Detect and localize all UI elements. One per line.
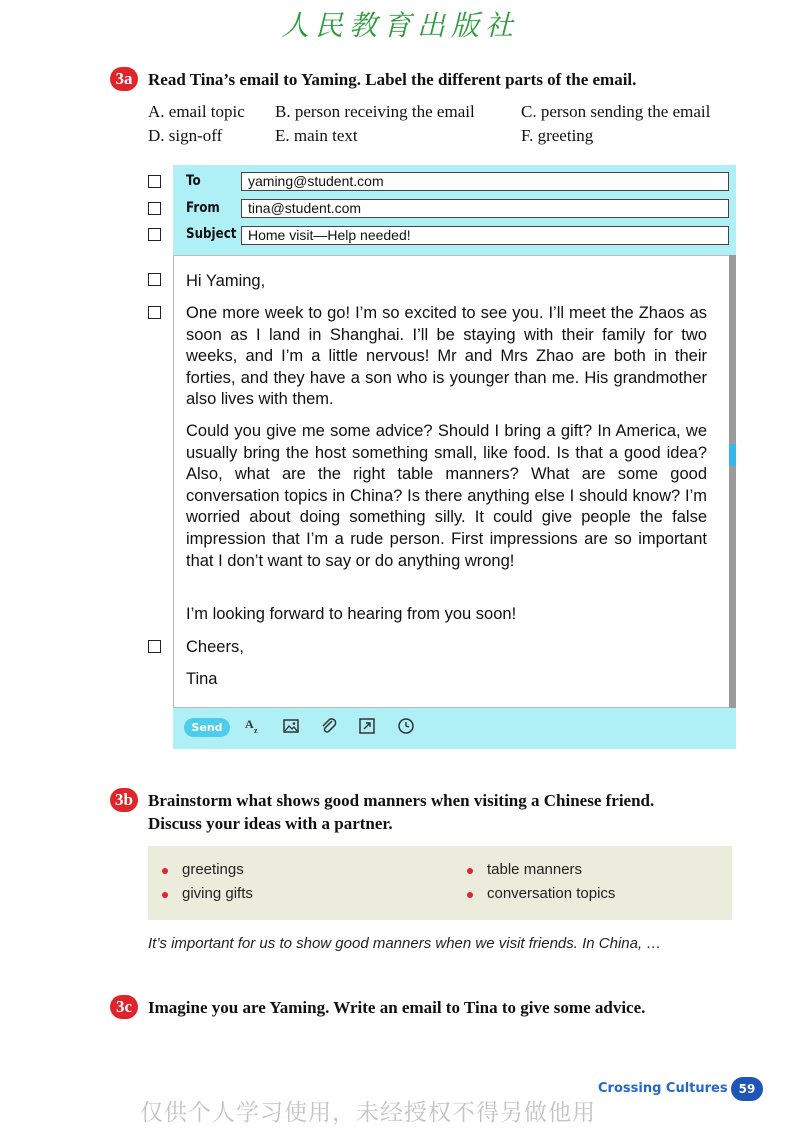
label-checkbox-from[interactable] xyxy=(148,202,161,215)
email-paragraph-2: Could you give me some advice? Should I bring a gift? In America, we usually bring the host something small, like food. Is that a good idea? Also, what are the right table manners? What are some good conversation topics in China? Is there anything else I should know? I’m worried about doing something silly. It could give people the false impression that I’m a rude person. First impressions are so important that I don’t want to say or do anything wrong! xyxy=(186,422,707,570)
email-scrollbar[interactable] xyxy=(729,255,736,708)
activity-3a-badge: 3a xyxy=(110,67,138,91)
label-checkbox-subject[interactable] xyxy=(148,228,161,241)
bullet-dot xyxy=(467,868,473,874)
brainstorm-box xyxy=(148,846,732,920)
publisher-logo: 人民教育出版社 xyxy=(280,9,519,42)
from-field[interactable]: tina@student.com xyxy=(241,199,729,218)
link-icon[interactable] xyxy=(357,716,377,736)
activity-3b-instruction-line2: Discuss your ideas with a partner. xyxy=(148,814,393,833)
brainstorm-item-conversation-topics: conversation topics xyxy=(487,885,616,902)
label-checkbox-main-text[interactable] xyxy=(148,306,161,319)
image-icon[interactable] xyxy=(281,716,301,736)
email-scrollbar-thumb[interactable] xyxy=(729,444,736,466)
svg-text:z: z xyxy=(254,726,258,735)
brainstorm-item-greetings: greetings xyxy=(182,861,244,878)
activity-3b-badge: 3b xyxy=(110,788,138,812)
label-checkbox-signoff[interactable] xyxy=(148,640,161,653)
email-signature: Tina xyxy=(186,670,218,688)
activity-3a-instruction: Read Tina’s email to Yaming. Label the different parts of the email. xyxy=(148,70,637,89)
option-f: F. greeting xyxy=(521,126,594,145)
subject-field[interactable]: Home visit—Help needed! xyxy=(241,226,729,245)
unit-title: Crossing Cultures xyxy=(598,1081,728,1096)
activity-3b-instruction-line1: Brainstorm what shows good manners when visiting a Chinese friend. xyxy=(148,791,655,810)
watermark: 仅供个人学习使用，未经授权不得另做他用 xyxy=(140,1100,596,1126)
bullet-dot xyxy=(162,892,168,898)
clock-icon[interactable] xyxy=(396,716,416,736)
attachment-icon[interactable] xyxy=(319,716,339,736)
font-size-icon[interactable] xyxy=(243,716,263,736)
email-paragraph-1: One more week to go! I’m so excited to see you. I’ll meet the Zhaos as soon as I land in Shanghai. I’ll be staying with their family for two weeks, and I’m a little nervous! Mr and Mrs Zhao are both in their forties, and they have a son who is younger than me. His grandmother also lives with them. xyxy=(186,304,707,409)
to-label: To xyxy=(186,173,201,189)
svg-text:A: A xyxy=(245,717,254,731)
activity-3c-instruction: Imagine you are Yaming. Write an email to Tina to give some advice. xyxy=(148,998,646,1017)
send-button[interactable]: Send xyxy=(184,718,230,737)
email-paragraph-3: I’m looking forward to hearing from you soon! xyxy=(186,605,517,623)
brainstorm-item-giving-gifts: giving gifts xyxy=(182,885,253,902)
bullet-dot xyxy=(467,892,473,898)
from-label: From xyxy=(186,200,220,216)
sentence-starter: It’s important for us to show good manners when we visit friends. In China, … xyxy=(148,935,662,952)
label-checkbox-to[interactable] xyxy=(148,175,161,188)
email-greeting: Hi Yaming, xyxy=(186,272,266,290)
option-b: B. person receiving the email xyxy=(275,102,475,121)
email-signoff: Cheers, xyxy=(186,638,244,656)
page-number: 59 xyxy=(731,1077,763,1101)
option-c: C. person sending the email xyxy=(521,102,711,121)
activity-3c-badge: 3c xyxy=(110,995,138,1019)
option-d: D. sign-off xyxy=(148,126,223,145)
option-a: A. email topic xyxy=(148,102,245,121)
option-e: E. main text xyxy=(275,126,358,145)
label-checkbox-greeting[interactable] xyxy=(148,273,161,286)
bullet-dot xyxy=(162,868,168,874)
subject-label: Subject xyxy=(186,226,237,242)
brainstorm-item-table-manners: table manners xyxy=(487,861,583,878)
to-field[interactable]: yaming@student.com xyxy=(241,172,729,191)
